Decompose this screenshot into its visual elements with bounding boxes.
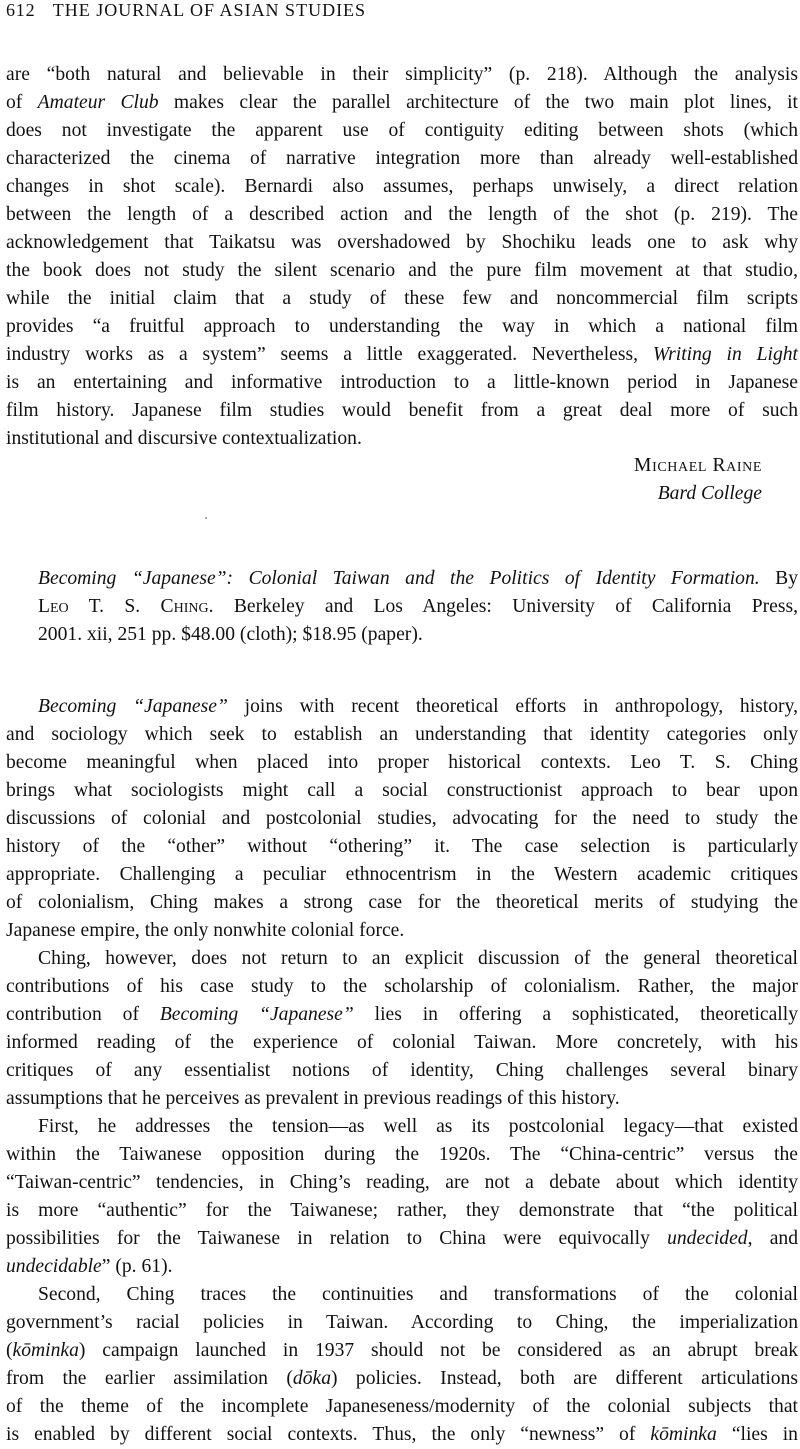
text-segment: makes clear the parallel architecture of the two main plot lines, it [158,92,798,113]
text-segment: Amateur Club [37,92,159,113]
text-line [6,1281,798,1309]
text-line [38,565,798,593]
text-segment: critiques of any essentialist notions of identity, Ching challenges several binary [6,1060,798,1081]
text-segment: Ching, however, does not return to an explicit discussion of the general theoretical [38,948,798,969]
text-segment: from the earlier assimilation ( [6,1368,293,1389]
text-line [6,1141,798,1169]
text-segment: ) campaign launched in 1937 should not be considered as an abrupt break [78,1340,798,1361]
review2-paragraph-4 [6,1281,798,1449]
review1-paragraph [6,61,798,453]
text-segment: . Berkeley and Los Angeles: University of California Press, [208,596,798,617]
text-line [6,861,798,889]
text-line [6,313,798,341]
text-line [6,1057,798,1085]
text-segment: and sociology which seek to establish an understanding that identity categories only [6,724,798,745]
text-line [6,117,798,145]
text-segment: Becoming “Japanese”: Colonial Taiwan and the Politics of Identity Formation. [38,568,760,589]
text-segment: brings what sociologists might call a social constructionist approach to bear upon [6,780,798,801]
text-line [6,201,798,229]
text-segment: ” (p. 61). [101,1256,173,1277]
text-line [6,285,798,313]
text-segment: By [759,568,799,589]
text-line [6,397,798,425]
text-segment: undecided [667,1228,748,1249]
text-line [6,1225,798,1253]
text-segment: lies in offering a sophisticated, theoretically [353,1004,798,1025]
text-segment: Japanese empire, the only nonwhite colonial force. [6,920,405,941]
text-segment: appropriate. Challenging a peculiar ethnocentrism in the Western academic critiques [6,864,798,885]
text-segment: industry works as a system” seems a little exaggerated. Nevertheless, [6,344,653,365]
text-line [6,749,798,777]
text-segment: acknowledgement that Taikatsu was overshadowed by Shochiku leads one to ask why [6,232,798,253]
text-segment: does not investigate the apparent use of contiguity editing between shots (which [6,120,798,141]
text-segment: joins with recent theoretical efforts in anthropology, history, [227,696,798,717]
text-line [6,917,798,945]
text-segment: changes in shot scale). Bernardi also assumes, perhaps unwisely, a direct relation [6,176,798,197]
review2-paragraph-3 [6,1113,798,1281]
text-segment: ) policies. Instead, both are different articulations [331,1368,798,1389]
text-line [6,1113,798,1141]
text-segment: the book does not study the silent scenario and the pure film movement at that studio, [6,260,798,281]
page-number: 612 [6,0,36,20]
book-citation [38,565,798,649]
text-segment: kōminka [650,1424,717,1445]
text-line [6,341,798,369]
text-line [6,1253,798,1281]
text-line [6,693,798,721]
text-segment: is more “authentic” for the Taiwanese; rather, they demonstrate that “the political [6,1200,798,1221]
text-line [6,89,798,117]
text-segment: Becoming “Japanese” [159,1004,354,1025]
text-segment: contribution of [6,1004,160,1025]
text-line [6,1001,798,1029]
text-segment: “lies in [716,1424,798,1445]
text-segment: are “both natural and believable in their simplicity” (p. 218). Although the analysis [6,64,798,85]
text-segment: provides “a fruitful approach to understanding the way in which a national film [6,316,798,337]
text-line [6,945,798,973]
text-line [6,1421,798,1449]
reviewer-institution: Bard College [657,483,762,504]
text-segment: institutional and discursive contextualization. [6,428,362,449]
text-segment: government’s racial policies in Taiwan. According to Ching, the imperialization [6,1312,798,1333]
text-segment: 2001. xii, 251 pp. $48.00 (cloth); $18.95 (paper). [38,624,423,645]
text-line [6,425,798,453]
text-line [6,257,798,285]
text-segment: is enabled by different social contexts. Thus, the only “newness” of [6,1424,651,1445]
text-line [6,1085,798,1113]
journal-title: THE JOURNAL OF ASIAN STUDIES [52,0,367,20]
text-segment: assumptions that he perceives as prevalent in previous readings of this history. [6,1088,620,1109]
text-line [6,777,798,805]
text-segment: First, he addresses the tension—as well as its postcolonial legacy—that existed [38,1116,798,1137]
text-line [6,1393,798,1421]
text-segment: “Taiwan-centric” tendencies, in Ching’s reading, are not a debate about which identity [6,1172,798,1193]
review2-paragraph-2 [6,945,798,1113]
text-line [6,369,798,397]
text-segment: film history. Japanese film studies would benefit from a great deal more of such [6,400,798,421]
text-line [6,1029,798,1057]
text-line [6,61,798,89]
text-line [6,1169,798,1197]
text-line [38,621,798,649]
text-line [6,229,798,257]
reviewer-name: Michael Raine [634,455,762,476]
text-segment: dōka [292,1368,331,1389]
text-segment: characterized the cinema of narrative integration more than already well-established [6,148,798,169]
decorative-dot [205,517,207,519]
text-segment: Writing in Light [652,344,798,365]
text-line [6,973,798,1001]
text-segment: undecidable [6,1256,102,1277]
text-line [6,1197,798,1225]
text-segment: kōminka [12,1340,79,1361]
text-segment: between the length of a described action and the length of the shot (p. 219). The [6,204,798,225]
text-segment: become meaningful when placed into proper historical contexts. Leo T. S. Ching [6,752,798,773]
text-segment: within the Taiwanese opposition during the 1920s. The “China-centric” versus the [6,1144,798,1165]
text-segment: of [6,92,38,113]
text-segment: of colonialism, Ching makes a strong case for the theoretical merits of studying the [6,892,798,913]
text-line [6,173,798,201]
text-line [6,721,798,749]
text-line [6,1337,798,1365]
text-segment: is an entertaining and informative introduction to a little-known period in Japanese [6,372,798,393]
text-line [6,833,798,861]
text-segment: possibilities for the Taiwanese in relation to China were equivocally [6,1228,668,1249]
text-segment: contributions of his case study to the scholarship of colonialism. Rather, the major [6,976,798,997]
text-segment: informed reading of the experience of colonial Taiwan. More concretely, with his [6,1032,798,1053]
text-line [6,889,798,917]
running-head [6,0,366,24]
text-line [38,593,798,621]
review2-paragraph-1 [6,693,798,945]
text-segment: of the theme of the incomplete Japaneseness/modernity of the colonial subjects that [6,1396,798,1417]
text-segment: history of the “other” without “othering” it. The case selection is particularly [6,836,798,857]
text-segment: discussions of colonial and postcolonial studies, advocating for the need to study the [6,808,798,829]
text-line [6,145,798,173]
text-segment: while the initial claim that a study of these few and noncommercial film scripts [6,288,798,309]
text-segment: Leo T. S. Ching [38,596,209,617]
text-line [6,805,798,833]
text-line [6,1365,798,1393]
text-segment: ( [6,1340,13,1361]
text-segment: Becoming “Japanese” [38,696,228,717]
review1-signature [634,452,762,508]
text-segment: , and [747,1228,798,1249]
text-line [6,1309,798,1337]
text-segment: Second, Ching traces the continuities and transformations of the colonial [38,1284,798,1305]
